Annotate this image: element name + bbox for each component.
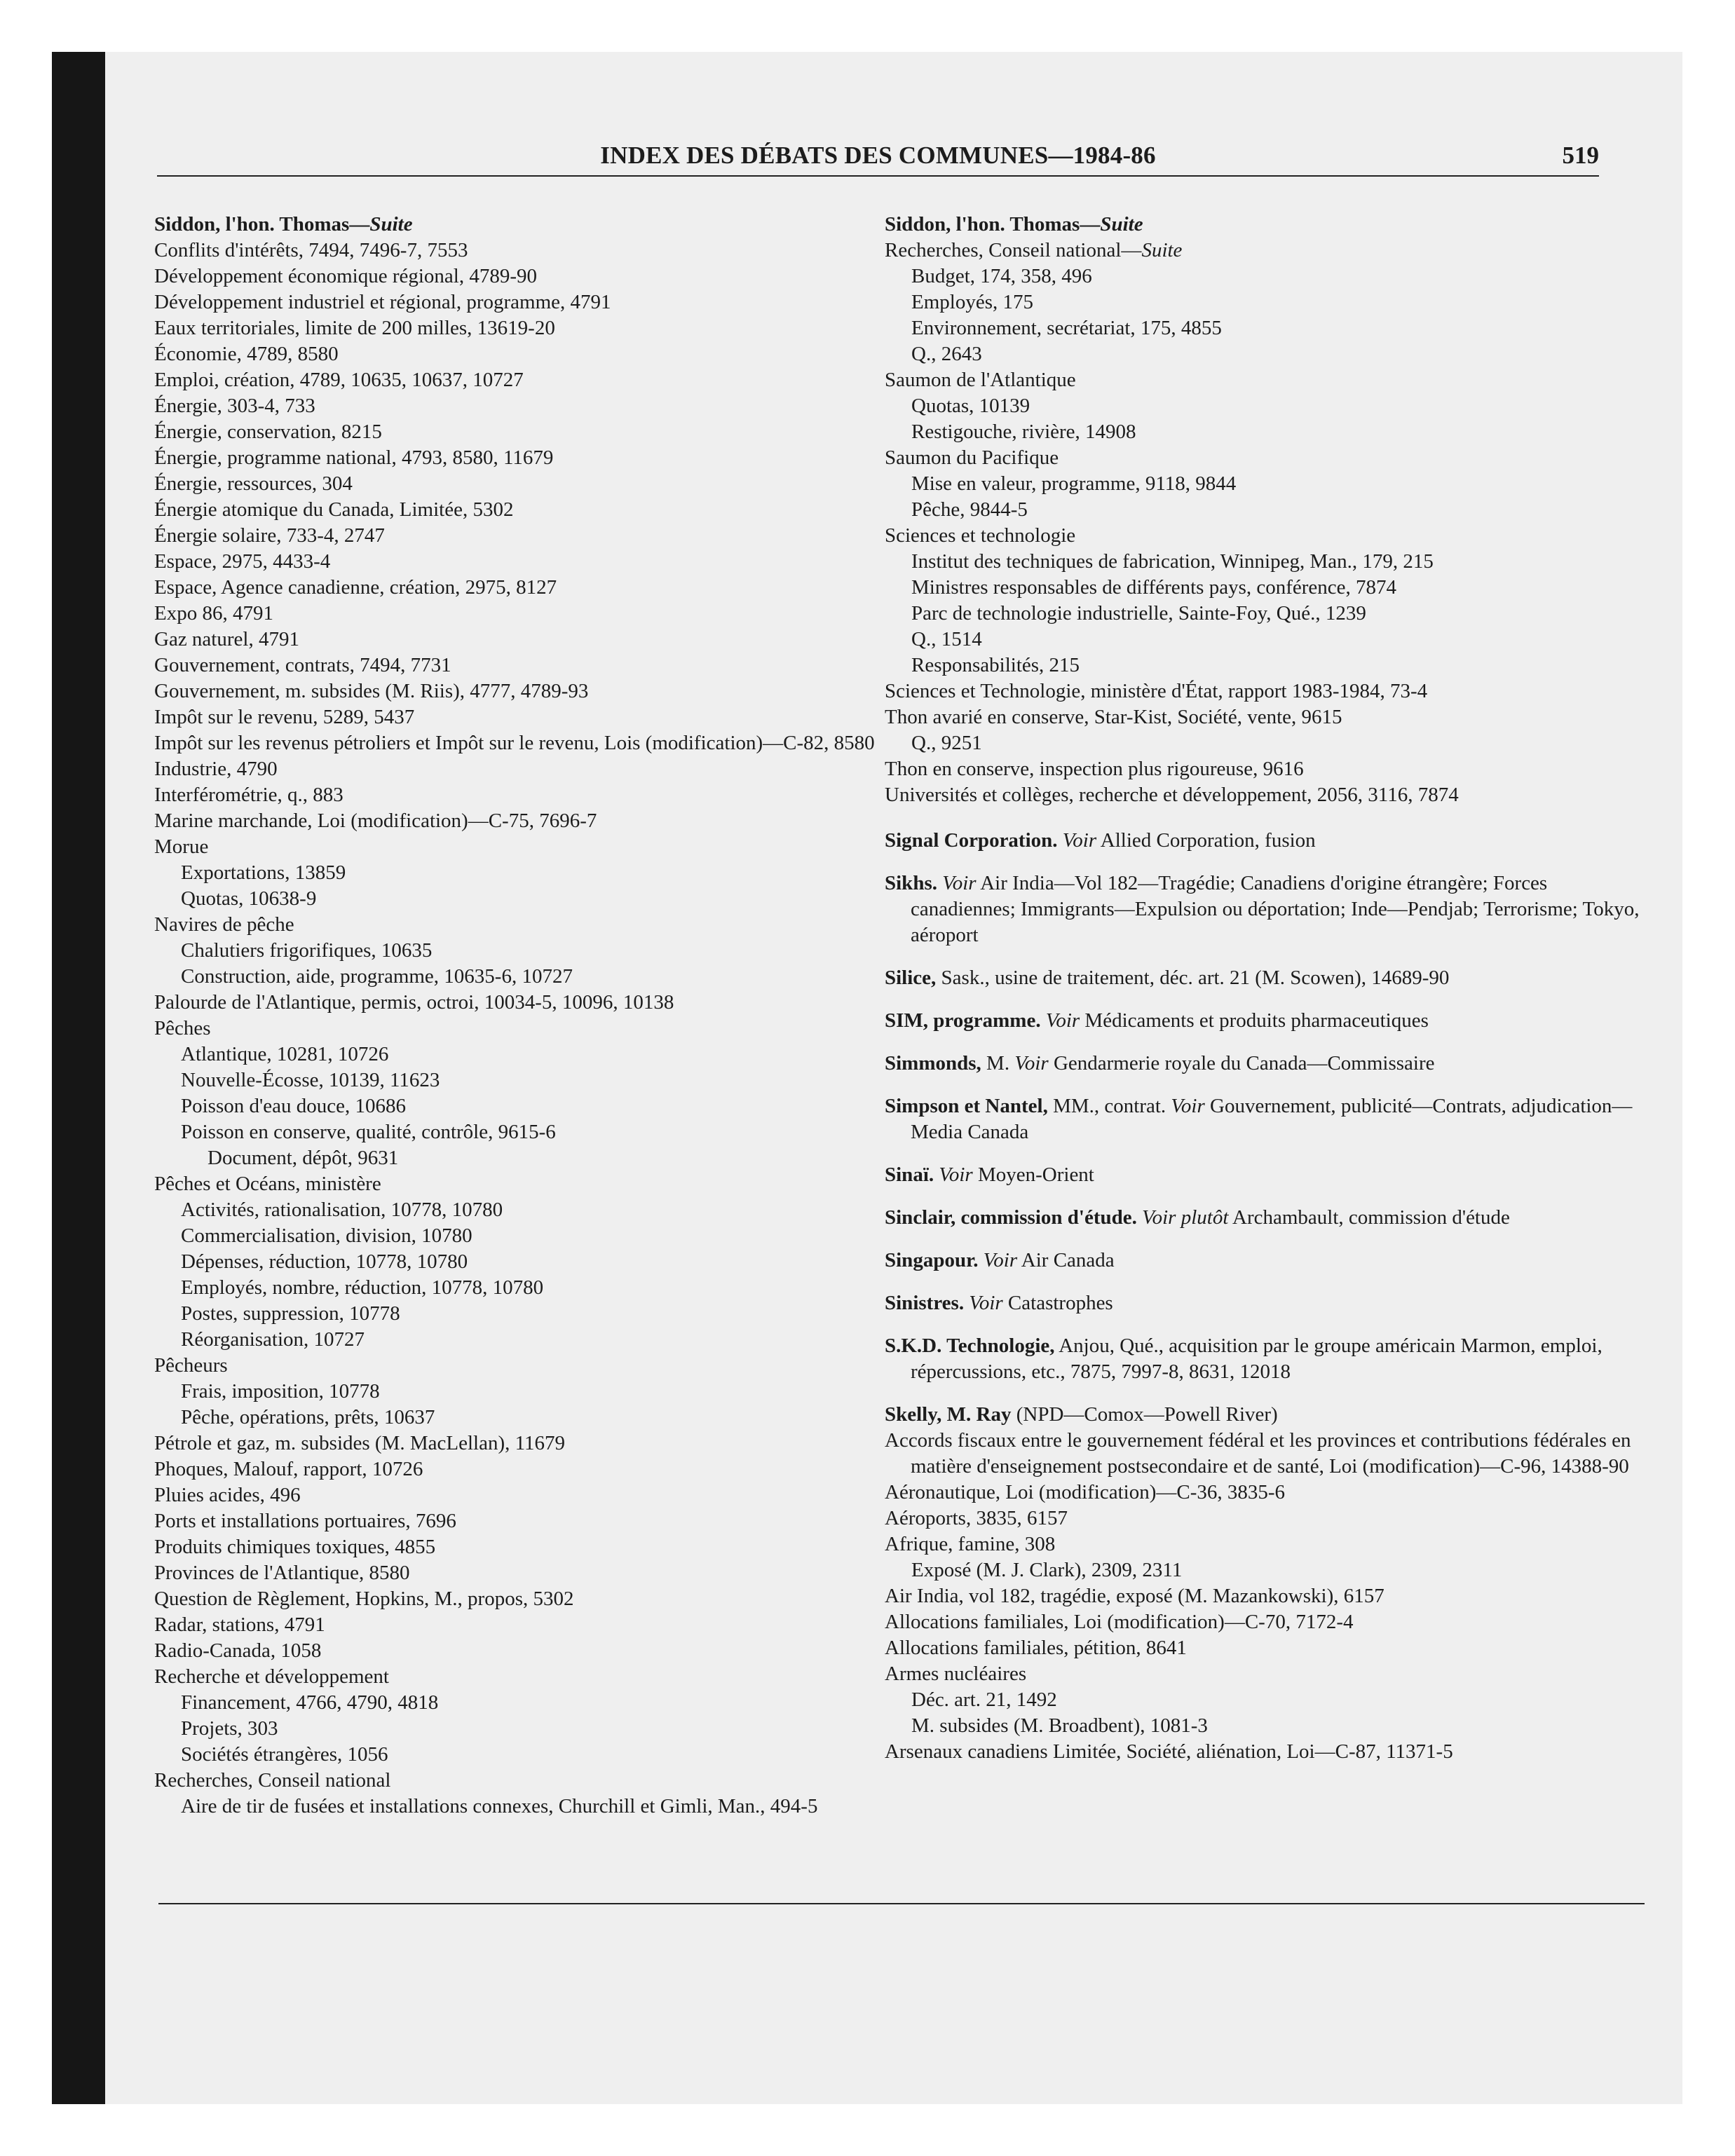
see-reference: Voir: [942, 872, 977, 894]
entry-text: Impôt sur les revenus pétroliers et Impôt sur le revenu, Lois (modification)—C-82, 8580: [154, 732, 875, 754]
entry-text: Radar, stations, 4791: [154, 1613, 325, 1636]
index-entry: [154, 1690, 911, 1716]
index-block: [885, 1333, 1649, 1385]
index-entry: [885, 653, 1649, 678]
index-entry: [154, 601, 911, 627]
index-entry: [885, 419, 1649, 445]
index-entry: [154, 1560, 911, 1586]
block-target: Gendarmerie royale du Canada—Commissaire: [1053, 1052, 1435, 1074]
page-header: [157, 142, 1599, 175]
index-entry: [154, 471, 911, 497]
entry-text: Universités et collèges, recherche et développement, 2056, 3116, 7874: [885, 784, 1459, 806]
index-block: [885, 1248, 1649, 1274]
index-entry: [154, 1586, 911, 1612]
index-entry: [154, 938, 911, 964]
index-entry: [154, 315, 911, 341]
index-entry: [885, 1609, 1649, 1635]
entry-text: Radio-Canada, 1058: [154, 1639, 322, 1662]
index-entry: [885, 367, 1649, 393]
entry-text: Poisson en conserve, qualité, contrôle, 9615-6: [181, 1121, 556, 1143]
entry-text: Industrie, 4790: [154, 758, 278, 780]
index-entry: [154, 1508, 911, 1534]
block-target: Catastrophes: [1007, 1292, 1113, 1314]
index-entry: [154, 704, 911, 730]
index-entry: [154, 912, 911, 938]
heading-suite: Suite: [1100, 213, 1143, 236]
index-entry: [154, 1716, 911, 1742]
index-entry: [154, 1664, 911, 1690]
entry-text: Saumon du Pacifique: [885, 446, 1059, 469]
index-entry: [154, 1223, 911, 1249]
entry-text: Chalutiers frigorifiques, 10635: [181, 939, 433, 962]
block-headword: Silice,: [885, 967, 937, 989]
index-entry: [885, 1531, 1649, 1557]
index-entry: [154, 1379, 911, 1405]
see-reference: Voir: [983, 1249, 1018, 1271]
entry-text: Pétrole et gaz, m. subsides (M. MacLellan), 11679: [154, 1432, 566, 1454]
left-column: [154, 212, 911, 1820]
index-entry: [154, 549, 911, 575]
index-entry: [885, 445, 1649, 471]
entry-text: Aéroports, 3835, 6157: [885, 1507, 1068, 1529]
index-entry: [885, 1557, 1649, 1583]
entry-text: Thon en conserve, inspection plus rigoureuse, 9616: [885, 758, 1304, 780]
index-entry: [885, 575, 1649, 601]
index-entry: [154, 990, 911, 1016]
header-rule: [157, 175, 1599, 177]
index-entry: [154, 445, 911, 471]
index-entry: [154, 1067, 911, 1093]
entry-text: Environnement, secrétariat, 175, 4855: [911, 317, 1222, 339]
index-entry: [154, 341, 911, 367]
index-entry: [154, 1405, 911, 1431]
index-entry: [885, 315, 1649, 341]
index-entry: [154, 782, 911, 808]
index-entry: [885, 627, 1649, 653]
entry-text: Nouvelle-Écosse, 10139, 11623: [181, 1069, 440, 1091]
index-entry: [885, 1583, 1649, 1609]
entry-text: Financement, 4766, 4790, 4818: [181, 1691, 439, 1714]
index-entry: [154, 238, 911, 264]
entry-text: Gouvernement, contrats, 7494, 7731: [154, 654, 451, 676]
heading-name: Siddon, l'hon. Thomas—: [885, 213, 1101, 236]
entry-text: Énergie, 303-4, 733: [154, 395, 315, 417]
entry-text: Navires de pêche: [154, 913, 294, 936]
entry-text: Responsabilités, 215: [911, 654, 1080, 676]
entry-text: Morue: [154, 835, 209, 858]
entry-text: Q., 9251: [911, 732, 982, 754]
entry-text: Sciences et technologie: [885, 524, 1076, 547]
entry-text: Restigouche, rivière, 14908: [911, 421, 1136, 443]
index-entry: [885, 289, 1649, 315]
entry-text: Espace, Agence canadienne, création, 2975, 8127: [154, 576, 557, 599]
entry-text: Budget, 174, 358, 496: [911, 265, 1092, 287]
index-entry: [154, 1093, 911, 1119]
index-entry: [154, 808, 911, 834]
index-block: [885, 1093, 1649, 1145]
entry-text: Allocations familiales, Loi (modification)—C-70, 7172-4: [885, 1611, 1354, 1633]
entry-text: Armes nucléaires: [885, 1663, 1027, 1685]
index-entry: [885, 730, 1649, 756]
index-block-skelly: [885, 1402, 1649, 1428]
index-block: [885, 828, 1649, 854]
entry-text: Exposé (M. J. Clark), 2309, 2311: [911, 1559, 1183, 1581]
entry-text: Arsenaux canadiens Limitée, Société, aliénation, Loi—C-87, 11371-5: [885, 1740, 1453, 1763]
entry-text: Quotas, 10638-9: [181, 887, 317, 910]
index-block: [885, 1162, 1649, 1188]
block-target: Allied Corporation, fusion: [1100, 829, 1316, 852]
heading-suite: Suite: [369, 213, 413, 236]
see-reference: Voir plutôt: [1142, 1206, 1229, 1229]
block-headword: SIM, programme.: [885, 1009, 1041, 1032]
entry-text: Sciences et Technologie, ministère d'État, rapport 1983-1984, 73-4: [885, 680, 1428, 702]
entry-text: Pêche, 9844-5: [911, 498, 1028, 521]
index-entry: [154, 860, 911, 886]
entry-text: Document, dépôt, 9631: [207, 1147, 399, 1169]
entry-text: Pêches et Océans, ministère: [154, 1173, 381, 1195]
block-target: Air Canada: [1021, 1249, 1115, 1271]
block-headword: Simpson et Nantel,: [885, 1095, 1048, 1117]
index-entry: [885, 341, 1649, 367]
entry-text: Énergie, ressources, 304: [154, 472, 353, 495]
entry-text: Pêches: [154, 1017, 211, 1039]
entry-text: Énergie, conservation, 8215: [154, 421, 382, 443]
entry-text: Frais, imposition, 10778: [181, 1380, 380, 1403]
entry-text: Quotas, 10139: [911, 395, 1030, 417]
entry-text: Projets, 303: [181, 1717, 278, 1740]
index-block: [885, 1205, 1649, 1231]
block-text: Sask., usine de traitement, déc. art. 21 (M. Scowen), 14689-90: [941, 967, 1450, 989]
index-entry: [154, 1119, 911, 1145]
index-entry: [885, 1661, 1649, 1687]
entry-text: Déc. art. 21, 1492: [911, 1688, 1057, 1711]
entry-text: Développement économique régional, 4789-90: [154, 265, 538, 287]
index-entry: [885, 523, 1649, 549]
index-entry: [885, 1687, 1649, 1713]
block-text: M.: [986, 1052, 1010, 1074]
entry-text: Parc de technologie industrielle, Sainte-Foy, Qué., 1239: [911, 602, 1366, 625]
entry-text: Accords fiscaux entre le gouvernement fédéral et les provinces et contributions fédérales en matière d'enseignement postsecondaire et de santé, Loi (modification)—C-96, 14388-90: [885, 1429, 1631, 1478]
index-entry: [154, 1197, 911, 1223]
page-number: 519: [1562, 142, 1599, 169]
index-entry: [154, 497, 911, 523]
entry-text: Dépenses, réduction, 10778, 10780: [181, 1250, 468, 1273]
entry-text: Impôt sur le revenu, 5289, 5437: [154, 706, 415, 728]
entry-text: Recherches, Conseil national—: [885, 239, 1142, 261]
entry-text: Espace, 2975, 4433-4: [154, 550, 331, 573]
index-entries: [885, 238, 1649, 808]
see-reference: Voir: [939, 1164, 973, 1186]
index-entry: [885, 782, 1649, 808]
entry-text: Pluies acides, 496: [154, 1484, 301, 1506]
block-headword: Singapour.: [885, 1249, 979, 1271]
see-reference: Voir: [1045, 1009, 1080, 1032]
block-text: MM., contrat.: [1053, 1095, 1166, 1117]
index-entry: [154, 1482, 911, 1508]
entry-text: Postes, suppression, 10778: [181, 1302, 400, 1325]
index-entry: [154, 419, 911, 445]
entry-text: Économie, 4789, 8580: [154, 343, 339, 365]
block-text: Anjou, Qué., acquisition par le groupe américain Marmon, emploi, répercussions, etc., 7875, 7997-8, 8631, 12018: [911, 1335, 1603, 1383]
block-headword: S.K.D. Technologie,: [885, 1335, 1055, 1357]
index-block: [885, 965, 1649, 991]
entry-text: Ministres responsables de différents pays, conférence, 7874: [911, 576, 1397, 599]
index-entry: [885, 704, 1649, 730]
index-entry: [154, 964, 911, 990]
entry-text: Provinces de l'Atlantique, 8580: [154, 1562, 410, 1584]
entry-text: Eaux territoriales, limite de 200 milles, 13619-20: [154, 317, 555, 339]
index-entry: [154, 1794, 911, 1820]
index-entry: [154, 523, 911, 549]
index-entry: [154, 1456, 911, 1482]
entry-text: Recherches, Conseil national: [154, 1769, 391, 1792]
index-entry: [885, 393, 1649, 419]
column-heading: [154, 212, 911, 238]
entry-text: Thon avarié en conserve, Star-Kist, Société, vente, 9615: [885, 706, 1342, 728]
index-entry: [154, 1301, 911, 1327]
binding-edge: [52, 52, 105, 2104]
index-entry: [154, 393, 911, 419]
index-entry: [154, 1275, 911, 1301]
entry-text: Q., 1514: [911, 628, 982, 650]
index-entry: [154, 1742, 911, 1768]
right-column: [885, 212, 1649, 1765]
entry-text: Ports et installations portuaires, 7696: [154, 1510, 456, 1532]
index-entry: [154, 730, 911, 756]
entry-text: Énergie, programme national, 4793, 8580, 11679: [154, 446, 554, 469]
running-title: INDEX DES DÉBATS DES COMMUNES—1984-86: [600, 142, 1156, 169]
entry-text: Énergie atomique du Canada, Limitée, 5302: [154, 498, 514, 521]
index-entry: [154, 1768, 911, 1794]
index-entry: [885, 497, 1649, 523]
index-entry: [885, 549, 1649, 575]
block-target: Moyen-Orient: [977, 1164, 1094, 1186]
entry-text: Énergie solaire, 733-4, 2747: [154, 524, 385, 547]
entry-text: Aire de tir de fusées et installations connexes, Churchill et Gimli, Man., 494-5: [181, 1795, 818, 1817]
index-entries: [885, 1428, 1649, 1765]
index-entry: [885, 601, 1649, 627]
index-entry: [885, 1739, 1649, 1765]
entry-text: Mise en valeur, programme, 9118, 9844: [911, 472, 1237, 495]
entry-text: Gouvernement, m. subsides (M. Riis), 4777, 4789-93: [154, 680, 589, 702]
entry-text: Employés, nombre, réduction, 10778, 10780: [181, 1276, 544, 1299]
see-reference: Voir: [969, 1292, 1003, 1314]
index-block: [885, 1051, 1649, 1077]
entry-text: Activités, rationalisation, 10778, 10780: [181, 1199, 503, 1221]
index-entry: [154, 289, 911, 315]
index-entry: [885, 1428, 1649, 1480]
index-entry: [885, 1713, 1649, 1739]
index-block: [885, 1008, 1649, 1034]
entry-text: Réorganisation, 10727: [181, 1328, 365, 1351]
see-reference: Voir: [1171, 1095, 1205, 1117]
index-entry: [154, 1638, 911, 1664]
entry-text: Sociétés étrangères, 1056: [181, 1743, 388, 1766]
index-block: [885, 871, 1649, 948]
entry-text: Air India, vol 182, tragédie, exposé (M. Mazankowski), 6157: [885, 1585, 1384, 1607]
block-target: Médicaments et produits pharmaceutiques: [1084, 1009, 1429, 1032]
entry-text: Construction, aide, programme, 10635-6, 10727: [181, 965, 573, 988]
index-block: [885, 1290, 1649, 1316]
block-headword: Sinaï.: [885, 1164, 934, 1186]
index-entry: [154, 367, 911, 393]
index-entry: [154, 264, 911, 289]
index-entry: [154, 1042, 911, 1067]
entry-text: Palourde de l'Atlantique, permis, octroi, 10034-5, 10096, 10138: [154, 991, 674, 1014]
see-reference: Voir: [1062, 829, 1097, 852]
entry-text: Marine marchande, Loi (modification)—C-75, 7696-7: [154, 810, 597, 832]
column-heading: [885, 212, 1649, 238]
index-entry: [154, 1016, 911, 1042]
entry-text: Pêcheurs: [154, 1354, 228, 1377]
entry-text: Exportations, 13859: [181, 861, 346, 884]
entry-text: M. subsides (M. Broadbent), 1081-3: [911, 1714, 1208, 1737]
index-entry: [154, 1431, 911, 1456]
entry-text: Gaz naturel, 4791: [154, 628, 299, 650]
entry-text: Q., 2643: [911, 343, 982, 365]
index-entry: [885, 264, 1649, 289]
index-entry: [154, 834, 911, 860]
block-target: Gouvernement, publicité—Contrats, adjudication—Media Canada: [911, 1095, 1633, 1143]
index-entry: [154, 1353, 911, 1379]
entry-text: Pêche, opérations, prêts, 10637: [181, 1406, 435, 1428]
index-entry: [885, 471, 1649, 497]
index-entry: [885, 238, 1649, 264]
index-entry: [154, 886, 911, 912]
block-headword: Sinistres.: [885, 1292, 965, 1314]
see-reference: Voir: [1014, 1052, 1049, 1074]
index-entry: [885, 1506, 1649, 1531]
entry-text: Commercialisation, division, 10780: [181, 1224, 472, 1247]
entry-text: Interférométrie, q., 883: [154, 784, 343, 806]
entry-text: Poisson d'eau douce, 10686: [181, 1095, 406, 1117]
entry-text: Question de Règlement, Hopkins, M., propos, 5302: [154, 1588, 574, 1610]
index-entry: [885, 678, 1649, 704]
index-entry: [154, 756, 911, 782]
block-target: Air India—Vol 182—Tragédie; Canadiens d'origine étrangère; Forces canadiennes; Immigrants—Expulsion ou déportation; Inde—Pendjab; Terrorisme; Tokyo, aéroport: [911, 872, 1640, 946]
block-headword: Simmonds,: [885, 1052, 981, 1074]
index-entry: [154, 1327, 911, 1353]
block-target: Archambault, commission d'étude: [1232, 1206, 1510, 1229]
footer-rule: [158, 1903, 1645, 1904]
entry-text: Saumon de l'Atlantique: [885, 369, 1076, 391]
entry-text: Développement industriel et régional, programme, 4791: [154, 291, 611, 313]
entry-text: Employés, 175: [911, 291, 1033, 313]
index-entry: [154, 1145, 911, 1171]
entry-text: Conflits d'intérêts, 7494, 7496-7, 7553: [154, 239, 468, 261]
entry-text: Aéronautique, Loi (modification)—C-36, 3835-6: [885, 1481, 1286, 1503]
entry-text: Allocations familiales, pétition, 8641: [885, 1637, 1187, 1659]
index-entry: [154, 678, 911, 704]
index-entry: [154, 1612, 911, 1638]
index-entry: [154, 575, 911, 601]
index-headword-blocks: [885, 828, 1649, 1385]
entry-text: Emploi, création, 4789, 10635, 10637, 10727: [154, 369, 524, 391]
entry-text: Expo 86, 4791: [154, 602, 273, 625]
index-entry: [885, 1480, 1649, 1506]
index-entry: [154, 653, 911, 678]
index-entry: [154, 627, 911, 653]
index-entries: [154, 238, 911, 1820]
entry-text: Afrique, famine, 308: [885, 1533, 1056, 1555]
entry-text: Recherche et développement: [154, 1665, 389, 1688]
entry-text: Institut des techniques de fabrication, Winnipeg, Man., 179, 215: [911, 550, 1434, 573]
index-entry: [154, 1534, 911, 1560]
block-text: (NPD—Comox—Powell River): [1016, 1403, 1278, 1426]
block-headword: Signal Corporation.: [885, 829, 1058, 852]
block-headword: Sinclair, commission d'étude.: [885, 1206, 1137, 1229]
entry-text: Produits chimiques toxiques, 4855: [154, 1536, 436, 1558]
entry-suite: Suite: [1141, 239, 1183, 261]
block-headword: Skelly, M. Ray: [885, 1403, 1012, 1426]
entry-text: Phoques, Malouf, rapport, 10726: [154, 1458, 423, 1480]
index-entry: [154, 1249, 911, 1275]
index-entry: [885, 756, 1649, 782]
block-headword: Sikhs.: [885, 872, 937, 894]
index-entry: [885, 1635, 1649, 1661]
entry-text: Atlantique, 10281, 10726: [181, 1043, 389, 1065]
index-entry: [154, 1171, 911, 1197]
heading-name: Siddon, l'hon. Thomas—: [154, 213, 370, 236]
